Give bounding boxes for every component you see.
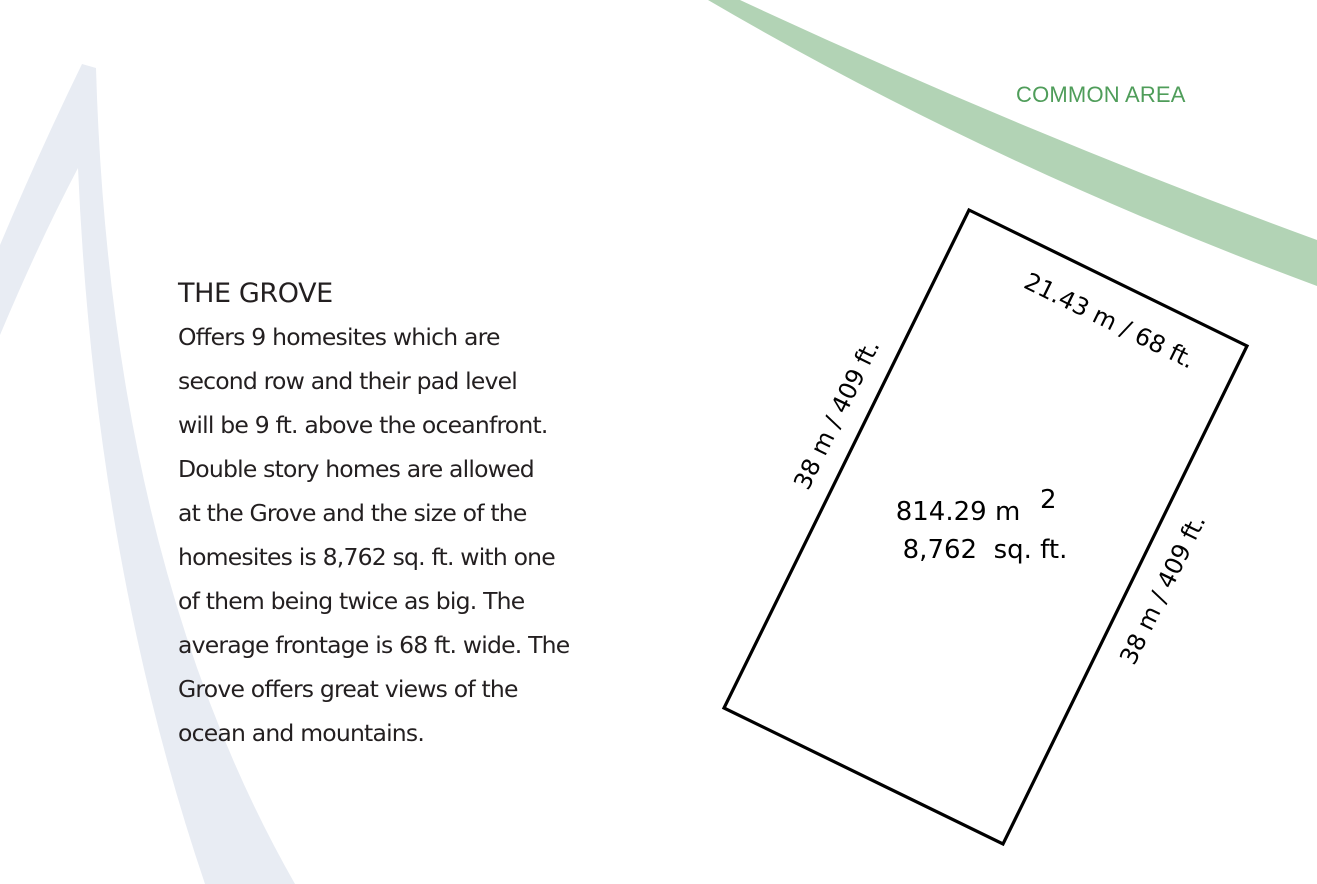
description-line: at the Grove and the size of the bbox=[178, 499, 527, 527]
left-dimension-label: 38 m / 409 ft. bbox=[788, 334, 886, 495]
right-dimension-label: 38 m / 409 ft. bbox=[1114, 509, 1212, 670]
description-line: Grove offers great views of the bbox=[178, 675, 518, 703]
common-area-label: COMMON AREA bbox=[1016, 82, 1186, 107]
area-metric-label bbox=[896, 497, 1021, 527]
description-line: ocean and mountains. bbox=[178, 719, 425, 747]
description-line: Double story homes are allowed bbox=[178, 455, 534, 483]
description-line: of them being twice as big. The bbox=[178, 587, 525, 615]
description-line: will be 9 ft. above the oceanfront. bbox=[178, 411, 548, 439]
area-imperial-label: 8,762 sq. ft. bbox=[902, 535, 1068, 565]
area-superscript: 2 bbox=[1040, 485, 1057, 515]
description-line: homesites is 8,762 sq. ft. with one bbox=[178, 543, 555, 571]
top-dimension-label: 21.43 m / 68 ft. bbox=[1019, 267, 1200, 375]
lot-outline bbox=[724, 210, 1247, 844]
area-metric-value: 814.29 m bbox=[895, 497, 1021, 527]
description-line: second row and their pad level bbox=[178, 367, 517, 395]
section-title: THE GROVE bbox=[178, 278, 333, 309]
description-line: average frontage is 68 ft. wide. The bbox=[178, 631, 570, 659]
description-line: Offers 9 homesites which are bbox=[178, 323, 500, 351]
